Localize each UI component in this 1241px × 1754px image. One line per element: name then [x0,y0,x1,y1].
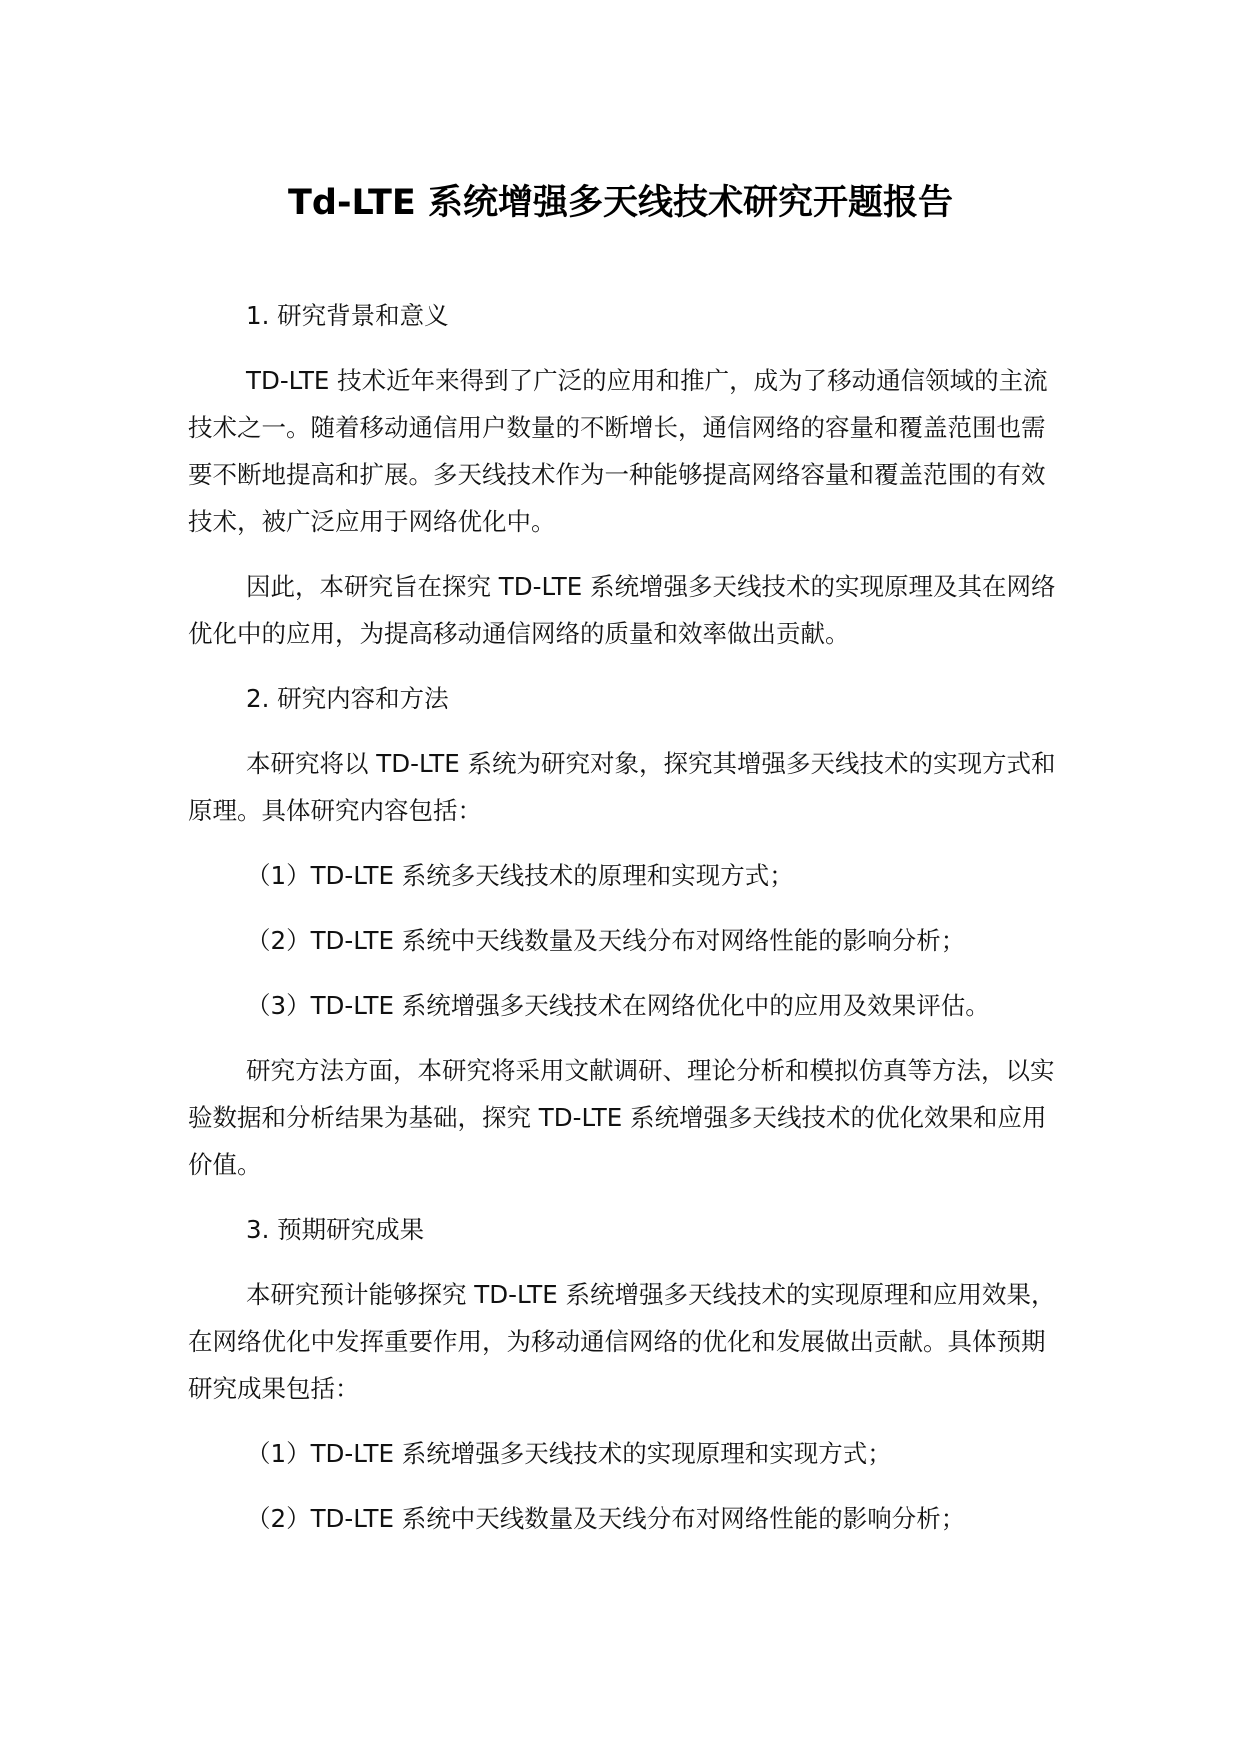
list-item-content-3: （3）TD-LTE 系统增强多天线技术在网络优化中的应用及效果评估。 [246,991,990,1020]
list-item-expected-2: （2）TD-LTE 系统中天线数量及天线分布对网络性能的影响分析； [246,1504,966,1533]
paragraph-background: TD-LTE 技术近年来得到了广泛的应用和推广，成为了移动通信领域的主流技术之一。随着移动通信用户数量的不断增长，通信网络的容量和覆盖范围也需要不断地提高和扩展。多天线技术作为一种能够提高网络容量和覆盖范围的有效技术，被广泛应用于网络优化中。 [188,366,1048,536]
section-heading-expected-results: 3. 预期研究成果 [246,1215,425,1244]
document-title: Td-LTE 系统增强多天线技术研究开题报告 [288,183,953,223]
section-heading-background: 1. 研究背景和意义 [246,301,449,330]
list-item-content-1: （1）TD-LTE 系统多天线技术的原理和实现方式； [246,861,794,890]
paragraph-expected-intro: 本研究预计能够探究 TD-LTE 系统增强多天线技术的实现原理和应用效果，在网络优化中发挥重要作用，为移动通信网络的优化和发展做出贡献。具体预期研究成果包括： [188,1280,1056,1403]
list-item-expected-1: （1）TD-LTE 系统增强多天线技术的实现原理和实现方式； [246,1439,892,1468]
paragraph-content-intro: 本研究将以 TD-LTE 系统为研究对象，探究其增强多天线技术的实现方式和原理。具体研究内容包括： [188,749,1056,825]
section-heading-content-method: 2. 研究内容和方法 [246,684,449,713]
paragraph-method: 研究方法方面，本研究将采用文献调研、理论分析和模拟仿真等方法，以实验数据和分析结果为基础，探究 TD-LTE 系统增强多天线技术的优化效果和应用价值。 [188,1056,1055,1179]
paragraph-purpose: 因此，本研究旨在探究 TD-LTE 系统增强多天线技术的实现原理及其在网络优化中的应用，为提高移动通信网络的质量和效率做出贡献。 [188,572,1056,648]
document-body [188,292,1068,1542]
list-item-content-2: （2）TD-LTE 系统中天线数量及天线分布对网络性能的影响分析； [246,926,966,955]
